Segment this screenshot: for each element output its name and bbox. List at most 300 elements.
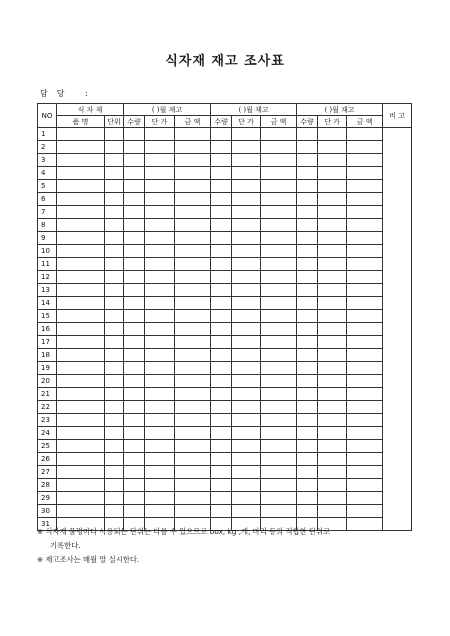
- table-cell[interactable]: [145, 219, 175, 232]
- table-cell[interactable]: [105, 258, 124, 271]
- table-cell[interactable]: [57, 193, 105, 206]
- table-cell[interactable]: [105, 466, 124, 479]
- table-cell[interactable]: [261, 440, 297, 453]
- table-cell[interactable]: [261, 232, 297, 245]
- table-cell[interactable]: [297, 362, 318, 375]
- table-cell[interactable]: [145, 427, 175, 440]
- table-cell[interactable]: [211, 479, 232, 492]
- table-cell[interactable]: [347, 193, 383, 206]
- table-cell[interactable]: [145, 297, 175, 310]
- table-cell[interactable]: [211, 362, 232, 375]
- table-cell[interactable]: [145, 193, 175, 206]
- table-cell[interactable]: [57, 297, 105, 310]
- table-cell[interactable]: [347, 479, 383, 492]
- table-cell[interactable]: [124, 245, 145, 258]
- table-cell[interactable]: [318, 154, 347, 167]
- table-cell[interactable]: [297, 323, 318, 336]
- table-cell[interactable]: [57, 414, 105, 427]
- table-cell[interactable]: [232, 310, 261, 323]
- table-cell[interactable]: [211, 206, 232, 219]
- table-cell[interactable]: [175, 388, 211, 401]
- table-cell[interactable]: [297, 375, 318, 388]
- table-cell[interactable]: [57, 479, 105, 492]
- table-cell[interactable]: [211, 310, 232, 323]
- table-cell[interactable]: [105, 453, 124, 466]
- table-cell[interactable]: [261, 284, 297, 297]
- table-cell[interactable]: [175, 427, 211, 440]
- table-cell[interactable]: [105, 219, 124, 232]
- table-cell[interactable]: [347, 349, 383, 362]
- table-cell[interactable]: [211, 297, 232, 310]
- table-cell[interactable]: [175, 180, 211, 193]
- table-cell[interactable]: [232, 349, 261, 362]
- table-cell[interactable]: [318, 466, 347, 479]
- table-cell[interactable]: [145, 310, 175, 323]
- table-cell[interactable]: [175, 284, 211, 297]
- table-cell[interactable]: [297, 219, 318, 232]
- table-cell[interactable]: [57, 349, 105, 362]
- table-cell[interactable]: [145, 206, 175, 219]
- table-cell[interactable]: [124, 167, 145, 180]
- table-cell[interactable]: [232, 414, 261, 427]
- table-cell[interactable]: [261, 167, 297, 180]
- table-cell[interactable]: [175, 349, 211, 362]
- table-cell[interactable]: [145, 440, 175, 453]
- table-cell[interactable]: [347, 310, 383, 323]
- table-cell[interactable]: [318, 479, 347, 492]
- table-cell[interactable]: [57, 206, 105, 219]
- table-cell[interactable]: [261, 453, 297, 466]
- table-cell[interactable]: [145, 479, 175, 492]
- table-cell[interactable]: [232, 154, 261, 167]
- table-cell[interactable]: [124, 388, 145, 401]
- table-cell[interactable]: [124, 336, 145, 349]
- table-cell[interactable]: [261, 180, 297, 193]
- table-cell[interactable]: [211, 284, 232, 297]
- table-cell[interactable]: [261, 193, 297, 206]
- table-cell[interactable]: [232, 453, 261, 466]
- table-cell[interactable]: [297, 284, 318, 297]
- table-cell[interactable]: [261, 206, 297, 219]
- table-cell[interactable]: [261, 505, 297, 518]
- table-cell[interactable]: [347, 128, 383, 141]
- table-cell[interactable]: [297, 193, 318, 206]
- table-cell[interactable]: [318, 141, 347, 154]
- table-cell[interactable]: [232, 427, 261, 440]
- table-cell[interactable]: [318, 128, 347, 141]
- table-cell[interactable]: [297, 388, 318, 401]
- table-cell[interactable]: [211, 193, 232, 206]
- table-cell[interactable]: [347, 388, 383, 401]
- table-cell[interactable]: [297, 349, 318, 362]
- table-cell[interactable]: [211, 505, 232, 518]
- table-cell[interactable]: [318, 440, 347, 453]
- table-cell[interactable]: [175, 453, 211, 466]
- table-cell[interactable]: [211, 388, 232, 401]
- table-cell[interactable]: [232, 479, 261, 492]
- table-cell[interactable]: [175, 505, 211, 518]
- table-cell[interactable]: [124, 141, 145, 154]
- table-cell[interactable]: [145, 284, 175, 297]
- table-cell[interactable]: [105, 375, 124, 388]
- table-cell[interactable]: [57, 466, 105, 479]
- table-cell[interactable]: [57, 362, 105, 375]
- table-cell[interactable]: [261, 310, 297, 323]
- table-cell[interactable]: [124, 401, 145, 414]
- table-cell[interactable]: [124, 128, 145, 141]
- table-cell[interactable]: [124, 310, 145, 323]
- table-cell[interactable]: [297, 141, 318, 154]
- table-cell[interactable]: [57, 492, 105, 505]
- table-cell[interactable]: [211, 323, 232, 336]
- table-cell[interactable]: [105, 349, 124, 362]
- table-cell[interactable]: [105, 128, 124, 141]
- table-cell[interactable]: [211, 349, 232, 362]
- table-cell[interactable]: [297, 440, 318, 453]
- table-cell[interactable]: [347, 206, 383, 219]
- table-cell[interactable]: [261, 297, 297, 310]
- table-cell[interactable]: [261, 388, 297, 401]
- table-cell[interactable]: [105, 427, 124, 440]
- table-cell[interactable]: [347, 401, 383, 414]
- table-cell[interactable]: [211, 180, 232, 193]
- table-cell[interactable]: [105, 141, 124, 154]
- table-cell[interactable]: [124, 505, 145, 518]
- table-cell[interactable]: [318, 193, 347, 206]
- table-cell[interactable]: [145, 336, 175, 349]
- table-cell[interactable]: [145, 362, 175, 375]
- table-cell[interactable]: [297, 167, 318, 180]
- table-cell[interactable]: [261, 219, 297, 232]
- table-cell[interactable]: [175, 154, 211, 167]
- table-cell[interactable]: [105, 206, 124, 219]
- table-cell[interactable]: [261, 375, 297, 388]
- table-cell[interactable]: [232, 505, 261, 518]
- table-cell[interactable]: [261, 362, 297, 375]
- table-cell[interactable]: [347, 232, 383, 245]
- table-cell[interactable]: [232, 232, 261, 245]
- table-cell[interactable]: [297, 479, 318, 492]
- table-cell[interactable]: [105, 388, 124, 401]
- table-cell[interactable]: [347, 141, 383, 154]
- remarks-cell[interactable]: [383, 128, 412, 531]
- table-cell[interactable]: [105, 154, 124, 167]
- table-cell[interactable]: [105, 180, 124, 193]
- table-cell[interactable]: [57, 310, 105, 323]
- table-cell[interactable]: [124, 427, 145, 440]
- table-cell[interactable]: [318, 323, 347, 336]
- table-cell[interactable]: [124, 349, 145, 362]
- table-cell[interactable]: [57, 440, 105, 453]
- table-cell[interactable]: [105, 271, 124, 284]
- table-cell[interactable]: [318, 505, 347, 518]
- table-cell[interactable]: [297, 245, 318, 258]
- table-cell[interactable]: [57, 388, 105, 401]
- table-cell[interactable]: [105, 167, 124, 180]
- table-cell[interactable]: [57, 154, 105, 167]
- table-cell[interactable]: [347, 323, 383, 336]
- table-cell[interactable]: [211, 219, 232, 232]
- table-cell[interactable]: [175, 271, 211, 284]
- table-cell[interactable]: [261, 258, 297, 271]
- table-cell[interactable]: [347, 271, 383, 284]
- table-cell[interactable]: [175, 141, 211, 154]
- table-cell[interactable]: [57, 336, 105, 349]
- table-cell[interactable]: [211, 141, 232, 154]
- table-cell[interactable]: [261, 336, 297, 349]
- table-cell[interactable]: [211, 245, 232, 258]
- table-cell[interactable]: [175, 336, 211, 349]
- table-cell[interactable]: [124, 258, 145, 271]
- table-cell[interactable]: [232, 492, 261, 505]
- table-cell[interactable]: [297, 414, 318, 427]
- table-cell[interactable]: [297, 453, 318, 466]
- table-cell[interactable]: [175, 245, 211, 258]
- table-cell[interactable]: [318, 414, 347, 427]
- table-cell[interactable]: [318, 297, 347, 310]
- table-cell[interactable]: [232, 323, 261, 336]
- table-cell[interactable]: [145, 492, 175, 505]
- table-cell[interactable]: [347, 492, 383, 505]
- table-cell[interactable]: [347, 362, 383, 375]
- table-cell[interactable]: [261, 414, 297, 427]
- table-cell[interactable]: [145, 180, 175, 193]
- table-cell[interactable]: [211, 258, 232, 271]
- table-cell[interactable]: [318, 271, 347, 284]
- table-cell[interactable]: [105, 492, 124, 505]
- table-cell[interactable]: [124, 362, 145, 375]
- table-cell[interactable]: [175, 479, 211, 492]
- table-cell[interactable]: [318, 362, 347, 375]
- table-cell[interactable]: [232, 245, 261, 258]
- table-cell[interactable]: [232, 440, 261, 453]
- table-cell[interactable]: [124, 284, 145, 297]
- table-cell[interactable]: [297, 128, 318, 141]
- table-cell[interactable]: [124, 492, 145, 505]
- table-cell[interactable]: [211, 271, 232, 284]
- table-cell[interactable]: [145, 271, 175, 284]
- table-cell[interactable]: [261, 154, 297, 167]
- table-cell[interactable]: [124, 154, 145, 167]
- table-cell[interactable]: [57, 258, 105, 271]
- table-cell[interactable]: [232, 193, 261, 206]
- table-cell[interactable]: [105, 297, 124, 310]
- table-cell[interactable]: [347, 167, 383, 180]
- table-cell[interactable]: [297, 258, 318, 271]
- table-cell[interactable]: [175, 219, 211, 232]
- table-cell[interactable]: [261, 245, 297, 258]
- table-cell[interactable]: [175, 440, 211, 453]
- table-cell[interactable]: [145, 258, 175, 271]
- table-cell[interactable]: [145, 323, 175, 336]
- table-cell[interactable]: [145, 154, 175, 167]
- table-cell[interactable]: [145, 349, 175, 362]
- table-cell[interactable]: [347, 245, 383, 258]
- table-cell[interactable]: [105, 245, 124, 258]
- table-cell[interactable]: [57, 401, 105, 414]
- table-cell[interactable]: [318, 310, 347, 323]
- table-cell[interactable]: [232, 466, 261, 479]
- table-cell[interactable]: [232, 167, 261, 180]
- table-cell[interactable]: [297, 206, 318, 219]
- table-cell[interactable]: [232, 271, 261, 284]
- table-cell[interactable]: [211, 492, 232, 505]
- table-cell[interactable]: [145, 141, 175, 154]
- table-cell[interactable]: [124, 206, 145, 219]
- table-cell[interactable]: [124, 297, 145, 310]
- table-cell[interactable]: [232, 258, 261, 271]
- table-cell[interactable]: [145, 505, 175, 518]
- table-cell[interactable]: [232, 297, 261, 310]
- table-cell[interactable]: [347, 440, 383, 453]
- table-cell[interactable]: [105, 193, 124, 206]
- table-cell[interactable]: [175, 206, 211, 219]
- table-cell[interactable]: [211, 401, 232, 414]
- table-cell[interactable]: [347, 258, 383, 271]
- table-cell[interactable]: [347, 219, 383, 232]
- table-cell[interactable]: [57, 245, 105, 258]
- table-cell[interactable]: [145, 232, 175, 245]
- table-cell[interactable]: [105, 414, 124, 427]
- table-cell[interactable]: [261, 271, 297, 284]
- table-cell[interactable]: [347, 375, 383, 388]
- table-cell[interactable]: [57, 219, 105, 232]
- table-cell[interactable]: [57, 505, 105, 518]
- table-cell[interactable]: [57, 180, 105, 193]
- table-cell[interactable]: [145, 453, 175, 466]
- table-cell[interactable]: [175, 232, 211, 245]
- table-cell[interactable]: [297, 232, 318, 245]
- table-cell[interactable]: [232, 141, 261, 154]
- table-cell[interactable]: [232, 206, 261, 219]
- table-cell[interactable]: [175, 323, 211, 336]
- table-cell[interactable]: [261, 427, 297, 440]
- table-cell[interactable]: [175, 375, 211, 388]
- table-cell[interactable]: [261, 349, 297, 362]
- table-cell[interactable]: [347, 336, 383, 349]
- table-cell[interactable]: [318, 492, 347, 505]
- table-cell[interactable]: [297, 505, 318, 518]
- table-cell[interactable]: [347, 505, 383, 518]
- table-cell[interactable]: [145, 388, 175, 401]
- table-cell[interactable]: [211, 232, 232, 245]
- table-cell[interactable]: [175, 310, 211, 323]
- table-cell[interactable]: [211, 440, 232, 453]
- table-cell[interactable]: [211, 453, 232, 466]
- table-cell[interactable]: [175, 167, 211, 180]
- table-cell[interactable]: [105, 232, 124, 245]
- table-cell[interactable]: [232, 336, 261, 349]
- table-cell[interactable]: [124, 440, 145, 453]
- table-cell[interactable]: [318, 453, 347, 466]
- table-cell[interactable]: [57, 232, 105, 245]
- table-cell[interactable]: [347, 453, 383, 466]
- table-cell[interactable]: [145, 128, 175, 141]
- table-cell[interactable]: [318, 232, 347, 245]
- table-cell[interactable]: [261, 128, 297, 141]
- table-cell[interactable]: [105, 362, 124, 375]
- table-cell[interactable]: [124, 271, 145, 284]
- table-cell[interactable]: [57, 141, 105, 154]
- table-cell[interactable]: [124, 323, 145, 336]
- table-cell[interactable]: [318, 388, 347, 401]
- table-cell[interactable]: [318, 427, 347, 440]
- table-cell[interactable]: [175, 362, 211, 375]
- table-cell[interactable]: [124, 193, 145, 206]
- table-cell[interactable]: [175, 492, 211, 505]
- table-cell[interactable]: [145, 245, 175, 258]
- table-cell[interactable]: [105, 284, 124, 297]
- table-cell[interactable]: [211, 336, 232, 349]
- table-cell[interactable]: [175, 401, 211, 414]
- table-cell[interactable]: [57, 375, 105, 388]
- table-cell[interactable]: [124, 414, 145, 427]
- table-cell[interactable]: [318, 258, 347, 271]
- table-cell[interactable]: [105, 505, 124, 518]
- table-cell[interactable]: [318, 167, 347, 180]
- table-cell[interactable]: [261, 401, 297, 414]
- table-cell[interactable]: [318, 375, 347, 388]
- table-cell[interactable]: [297, 297, 318, 310]
- table-cell[interactable]: [318, 206, 347, 219]
- table-cell[interactable]: [124, 180, 145, 193]
- table-cell[interactable]: [105, 310, 124, 323]
- table-cell[interactable]: [297, 336, 318, 349]
- table-cell[interactable]: [105, 323, 124, 336]
- table-cell[interactable]: [175, 193, 211, 206]
- table-cell[interactable]: [261, 141, 297, 154]
- table-cell[interactable]: [57, 453, 105, 466]
- table-cell[interactable]: [232, 180, 261, 193]
- table-cell[interactable]: [297, 401, 318, 414]
- table-cell[interactable]: [347, 414, 383, 427]
- table-cell[interactable]: [297, 427, 318, 440]
- table-cell[interactable]: [124, 466, 145, 479]
- table-cell[interactable]: [347, 427, 383, 440]
- table-cell[interactable]: [211, 427, 232, 440]
- table-cell[interactable]: [211, 375, 232, 388]
- table-cell[interactable]: [297, 492, 318, 505]
- table-cell[interactable]: [211, 128, 232, 141]
- table-cell[interactable]: [318, 401, 347, 414]
- table-cell[interactable]: [145, 401, 175, 414]
- table-cell[interactable]: [105, 440, 124, 453]
- table-cell[interactable]: [318, 284, 347, 297]
- table-cell[interactable]: [211, 414, 232, 427]
- table-cell[interactable]: [232, 401, 261, 414]
- table-cell[interactable]: [297, 271, 318, 284]
- table-cell[interactable]: [124, 232, 145, 245]
- table-cell[interactable]: [318, 336, 347, 349]
- table-cell[interactable]: [261, 479, 297, 492]
- table-cell[interactable]: [175, 414, 211, 427]
- table-cell[interactable]: [232, 128, 261, 141]
- table-cell[interactable]: [124, 219, 145, 232]
- table-cell[interactable]: [232, 219, 261, 232]
- table-cell[interactable]: [145, 414, 175, 427]
- table-cell[interactable]: [124, 453, 145, 466]
- table-cell[interactable]: [175, 466, 211, 479]
- table-cell[interactable]: [145, 375, 175, 388]
- table-cell[interactable]: [105, 336, 124, 349]
- table-cell[interactable]: [261, 323, 297, 336]
- table-cell[interactable]: [347, 297, 383, 310]
- table-cell[interactable]: [57, 284, 105, 297]
- table-cell[interactable]: [211, 466, 232, 479]
- table-cell[interactable]: [347, 466, 383, 479]
- table-cell[interactable]: [232, 375, 261, 388]
- table-cell[interactable]: [347, 154, 383, 167]
